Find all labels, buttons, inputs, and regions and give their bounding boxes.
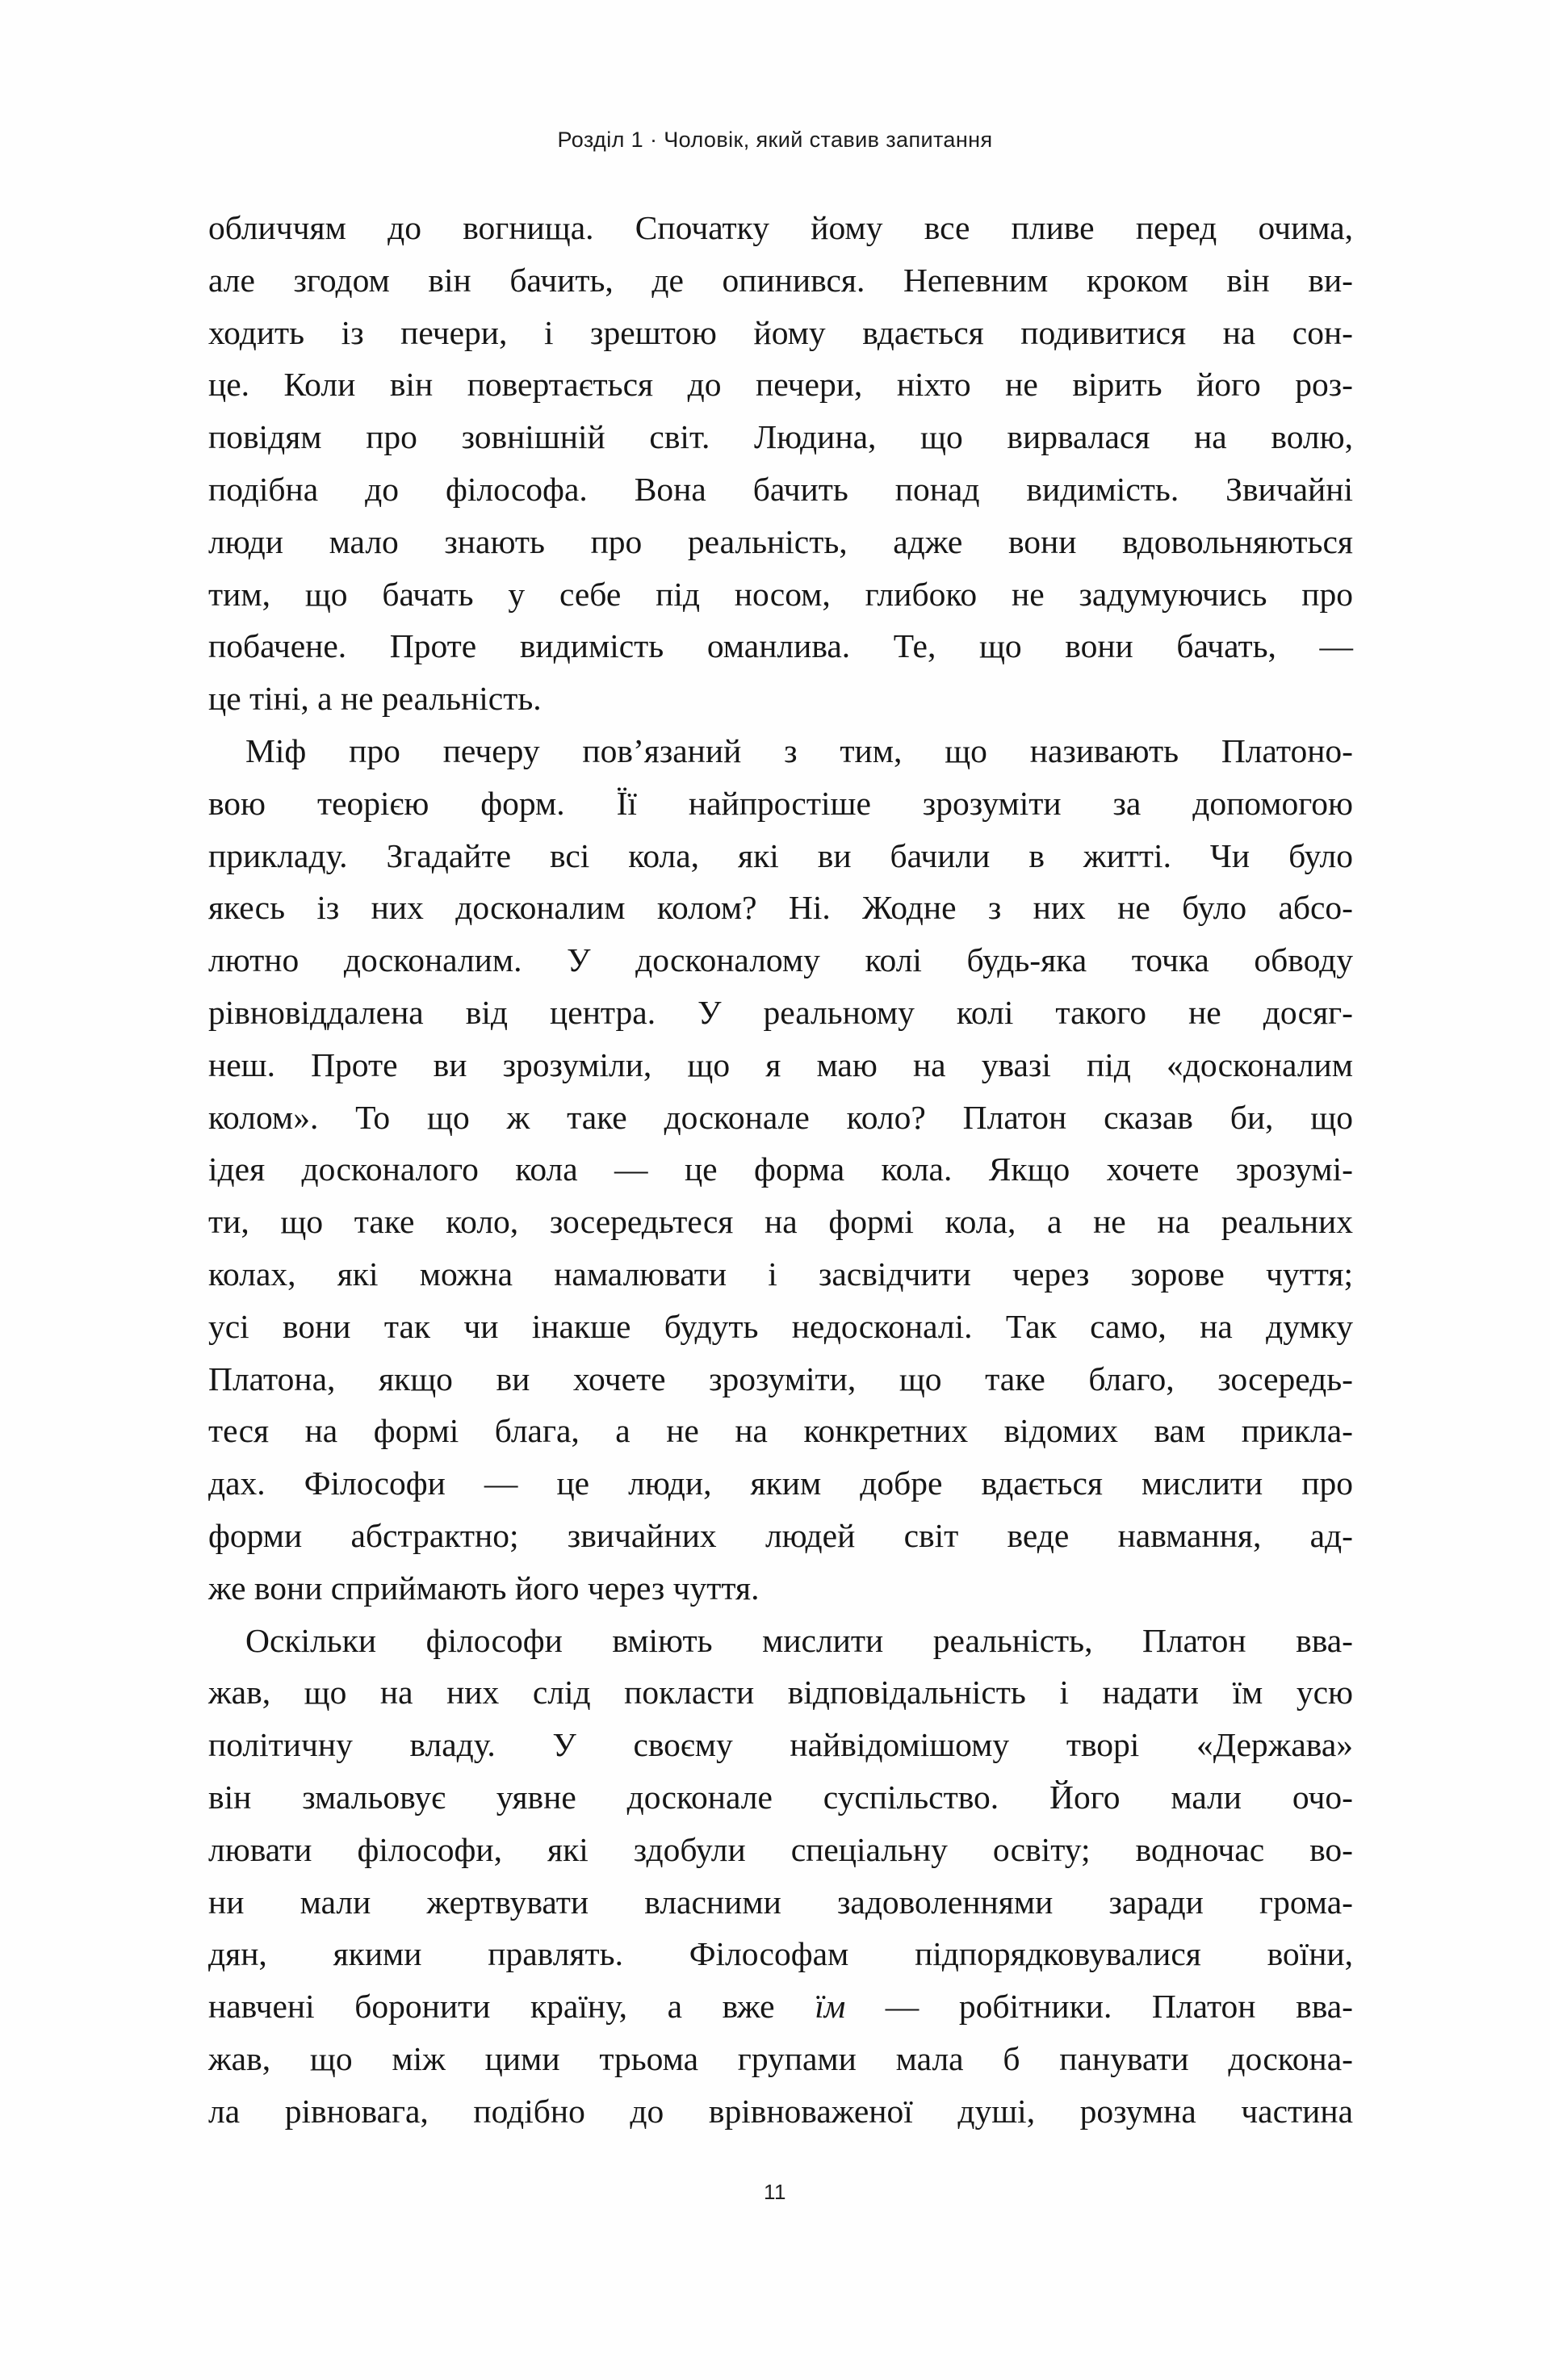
paragraph-1	[208, 202, 1353, 725]
text-line: же вони сприймають його через чуття.	[208, 1569, 760, 1607]
text-line: подібна до філософа. Вона бачить понад видимість. Звичайні	[208, 470, 1353, 508]
text-line: ходить із печери, і зрештою йому вдається подивитися на сон-	[208, 313, 1353, 351]
text-line: усі вони так чи інакше будуть недосконалі. Так само, на думку	[208, 1307, 1353, 1345]
text-line: повідям про зовнішній світ. Людина, що вирвалася на волю,	[208, 418, 1353, 456]
text-line: прикладу. Згадайте всі кола, які ви бачили в житті. Чи було	[208, 836, 1353, 874]
text-line: лютно досконалим. У досконалому колі будь-яка точка обводу	[208, 941, 1353, 979]
text-line: але згодом він бачить, де опинився. Непевним кроком він ви-	[208, 261, 1353, 299]
text-line-with-italic: навчені боронити країну, а вже їм — робітники. Платон вва-	[208, 1988, 1353, 2026]
text-line: теся на формі блага, а не на конкретних відомих вам прикла-	[208, 1412, 1353, 1450]
text-line-body: Міф про печеру пов’язаний з тим, що називають Платоно-	[245, 731, 1353, 769]
text-line: жав, що між цими трьома групами мала б панувати доскона-	[208, 2039, 1353, 2077]
text-line-body: Оскільки філософи вміють мислити реальність, Платон вва-	[245, 1621, 1353, 1659]
text-line: якесь із них досконалим колом? Ні. Жодне з них не було абсо-	[208, 889, 1353, 927]
text-line: побачене. Проте видимість оманлива. Те, що вони бачать, —	[208, 627, 1353, 665]
text-line: дах. Філософи — це люди, яким добре вдається мислити про	[208, 1464, 1353, 1502]
text-line: ни мали жертвувати власними задоволеннями заради грома-	[208, 1883, 1353, 1921]
running-header: Розділ 1 · Чоловік, який ставив запитання	[557, 128, 993, 152]
text-line: Платона, якщо ви хочете зрозуміти, що таке благо, зосередь-	[208, 1360, 1353, 1397]
text-line: дян, якими правлять. Філософам підпорядковувалися воїни,	[208, 1935, 1353, 1973]
paragraph-2	[208, 725, 1353, 1615]
page-number: 11	[764, 2180, 786, 2204]
text-line: люди мало знають про реальність, адже вони вдовольняються	[208, 522, 1353, 560]
text-line: політичну владу. У своєму найвідомішому творі «Держава»	[208, 1726, 1353, 1764]
text-line: ла рівновага, подібно до врівноваженої душі, розумна частина	[208, 2092, 1353, 2130]
text-line: ідея досконалого кола — це форма кола. Якщо хочете зрозумі-	[208, 1150, 1353, 1188]
text-line: це тіні, а не реальність.	[208, 680, 542, 718]
italic-emphasis: їм	[815, 1988, 846, 2026]
text-line: неш. Проте ви зрозуміли, що я маю на увазі під «досконалим	[208, 1045, 1353, 1083]
text-line: він змальовує уявне досконале суспільство. Його мали очо-	[208, 1778, 1353, 1816]
body-text-column	[208, 202, 1353, 2137]
paragraph-3	[208, 1615, 1353, 2138]
text-line: колах, які можна намалювати і засвідчити через зорове чуття;	[208, 1255, 1353, 1293]
text-line: форми абстрактно; звичайних людей світ веде навмання, ад-	[208, 1516, 1353, 1554]
text-line: ти, що таке коло, зосередьтеся на формі кола, а не на реальних	[208, 1203, 1353, 1241]
text-line: жав, що на них слід покласти відповідальність і надати їм усю	[208, 1674, 1353, 1712]
text-line: лювати філософи, які здобули спеціальну освіту; водночас во-	[208, 1830, 1353, 1868]
text-line: колом». То що ж таке досконале коло? Платон сказав би, що	[208, 1098, 1353, 1136]
text-line: вою теорією форм. Її найпростіше зрозуміти за допомогою	[208, 784, 1353, 822]
text-line-indented	[208, 1615, 1353, 1667]
text-line: тим, що бачать у себе під носом, глибоко не задумуючись про	[208, 575, 1353, 613]
text-line: обличчям до вогнища. Спочатку йому все пливе перед очима,	[208, 209, 1353, 246]
text-line: рівновіддалена від центра. У реальному колі такого не досяг-	[208, 993, 1353, 1031]
text-line: це. Коли він повертається до печери, ніхто не вірить його роз-	[208, 366, 1353, 404]
text-line-indented	[208, 725, 1353, 777]
